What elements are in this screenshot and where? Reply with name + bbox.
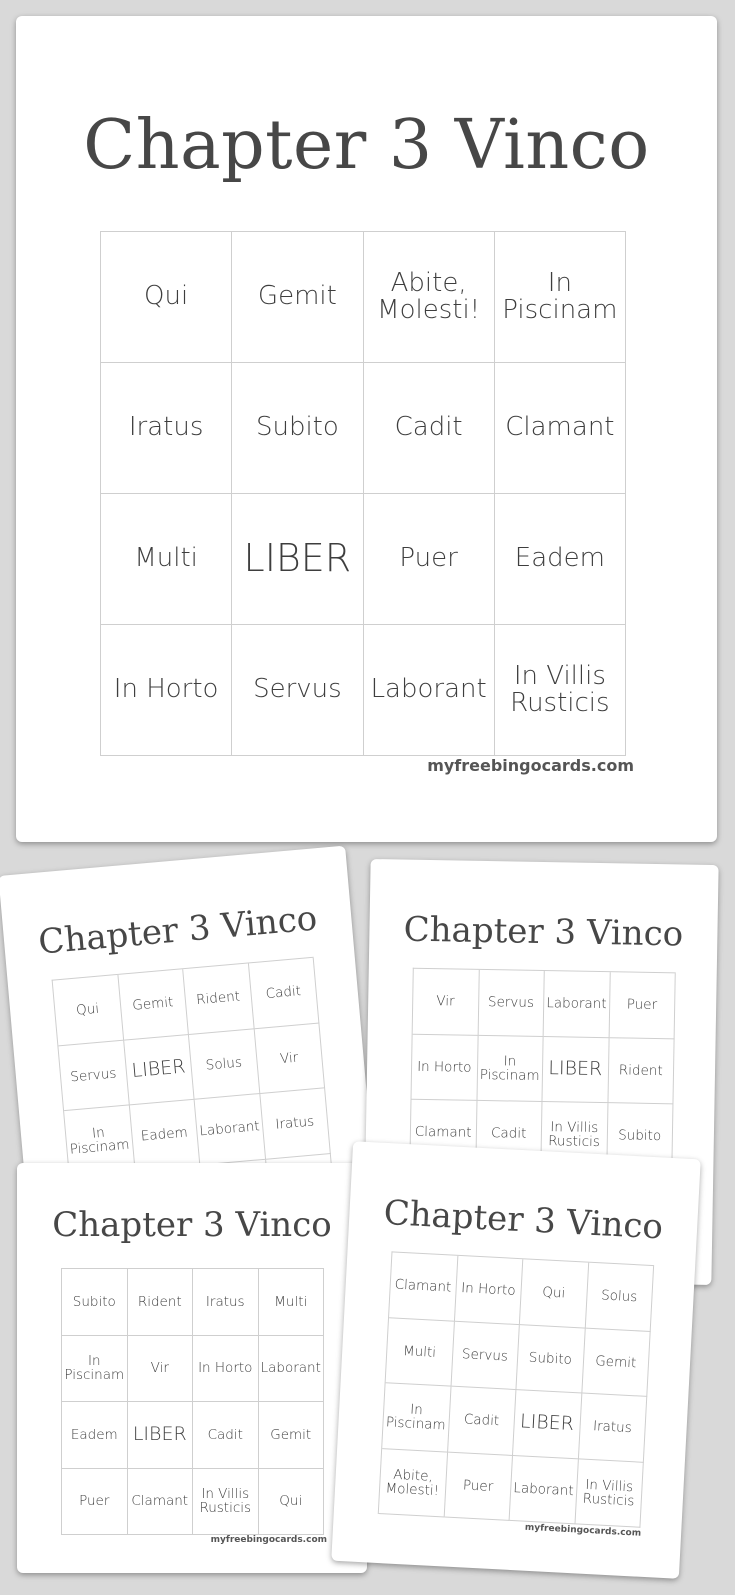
bingo-card-thumbnail-4[interactable] [331, 1141, 701, 1579]
bingo-cell: Qui [101, 232, 232, 363]
bingo-cell: Eadem [129, 1100, 200, 1171]
free-space-cell: LIBER [232, 494, 363, 625]
card-title: Chapter 3 Vinco [382, 1192, 664, 1248]
bingo-cell: Puer [609, 972, 676, 1039]
bingo-cell: Iratus [578, 1393, 647, 1462]
bingo-cell: Laborant [195, 1094, 266, 1165]
bingo-cell: In Villis Rusticis [575, 1459, 644, 1528]
bingo-cell: Gemit [582, 1328, 651, 1397]
bingo-grid [100, 231, 626, 756]
bingo-cell: In Piscinam [495, 232, 626, 363]
bingo-cell: Subito [232, 363, 363, 494]
bingo-cell: Multi [101, 494, 232, 625]
bingo-cell: Qui [520, 1259, 589, 1328]
bingo-cell: Cadit [193, 1402, 259, 1469]
free-space-cell: LIBER [128, 1402, 194, 1469]
bingo-cell: Rident [183, 964, 254, 1035]
bingo-cell: Rident [128, 1269, 194, 1336]
bingo-cell: Iratus [193, 1269, 259, 1336]
bingo-cell: In Piscinam [382, 1383, 451, 1452]
free-space-cell: LIBER [124, 1034, 195, 1105]
bingo-cell: Iratus [101, 363, 232, 494]
bingo-grid [61, 1268, 324, 1535]
bingo-cell: In Piscinam [64, 1105, 135, 1176]
bingo-cell: Iratus [260, 1088, 331, 1159]
bingo-cell: In Piscinam [62, 1336, 128, 1403]
card-title: Chapter 3 Vinco [403, 909, 684, 955]
bingo-cell: In Villis Rusticis [495, 625, 626, 756]
bingo-cell: Cadit [448, 1387, 517, 1456]
main-bingo-card [16, 16, 717, 842]
watermark: myfreebingocards.com [524, 1522, 642, 1539]
bingo-cell: Vir [413, 969, 480, 1036]
bingo-cell: Abite, Molesti! [364, 232, 495, 363]
bingo-cell: Puer [364, 494, 495, 625]
bingo-cell: Vir [254, 1023, 325, 1094]
bingo-cell: Servus [58, 1040, 129, 1111]
bingo-cell: Eadem [495, 494, 626, 625]
bingo-cell: Clamant [410, 1100, 477, 1167]
bingo-cell: Servus [478, 970, 545, 1037]
bingo-cell: Laborant [544, 971, 611, 1038]
card-title: Chapter 3 Vinco [52, 1205, 332, 1245]
bingo-cell: In Horto [193, 1336, 259, 1403]
bingo-cell: Qui [53, 975, 124, 1046]
card-title: Chapter 3 Vinco [36, 898, 319, 963]
bingo-cell: Subito [516, 1325, 585, 1394]
bingo-cell: Qui [259, 1469, 325, 1536]
bingo-grid [378, 1251, 654, 1527]
bingo-cell: Subito [62, 1269, 128, 1336]
bingo-cell: In Horto [454, 1256, 523, 1325]
bingo-cell: In Villis Rusticis [193, 1469, 259, 1536]
bingo-cell: Cadit [248, 958, 319, 1029]
bingo-cell: Solus [585, 1263, 654, 1332]
bingo-cell: Solus [189, 1029, 260, 1100]
watermark: myfreebingocards.com [427, 756, 634, 775]
watermark: myfreebingocards.com [210, 1535, 327, 1545]
bingo-cell: In Horto [101, 625, 232, 756]
bingo-cell: Abite, Molesti! [379, 1449, 448, 1518]
bingo-cell: Vir [128, 1336, 194, 1403]
bingo-cell: Laborant [259, 1336, 325, 1403]
bingo-cell: Puer [444, 1452, 513, 1521]
bingo-cell: Laborant [364, 625, 495, 756]
bingo-cell: Puer [62, 1469, 128, 1536]
bingo-cell: Gemit [259, 1402, 325, 1469]
bingo-cell: Gemit [232, 232, 363, 363]
bingo-cell: Clamant [128, 1469, 194, 1536]
bingo-cell: Eadem [62, 1402, 128, 1469]
bingo-cell: Clamant [389, 1252, 458, 1321]
card-title: Chapter 3 Vinco [83, 106, 650, 185]
bingo-cell: Laborant [510, 1455, 579, 1524]
free-space-cell: LIBER [542, 1037, 609, 1104]
bingo-cell: In Villis Rusticis [541, 1102, 608, 1169]
bingo-cell: Cadit [364, 363, 495, 494]
free-space-cell: LIBER [513, 1390, 582, 1459]
bingo-cell: Rident [608, 1038, 675, 1105]
bingo-cell: Multi [259, 1269, 325, 1336]
bingo-cell: Subito [607, 1103, 674, 1170]
bingo-cell: Gemit [118, 969, 189, 1040]
bingo-cell: Servus [451, 1321, 520, 1390]
bingo-cell: Multi [386, 1318, 455, 1387]
bingo-cell: In Horto [411, 1034, 478, 1101]
bingo-cell: In Piscinam [477, 1035, 544, 1102]
bingo-cell: Clamant [495, 363, 626, 494]
bingo-cell: Servus [232, 625, 363, 756]
bingo-card-thumbnail-3[interactable] [17, 1163, 367, 1573]
bingo-cell: Cadit [476, 1101, 543, 1168]
